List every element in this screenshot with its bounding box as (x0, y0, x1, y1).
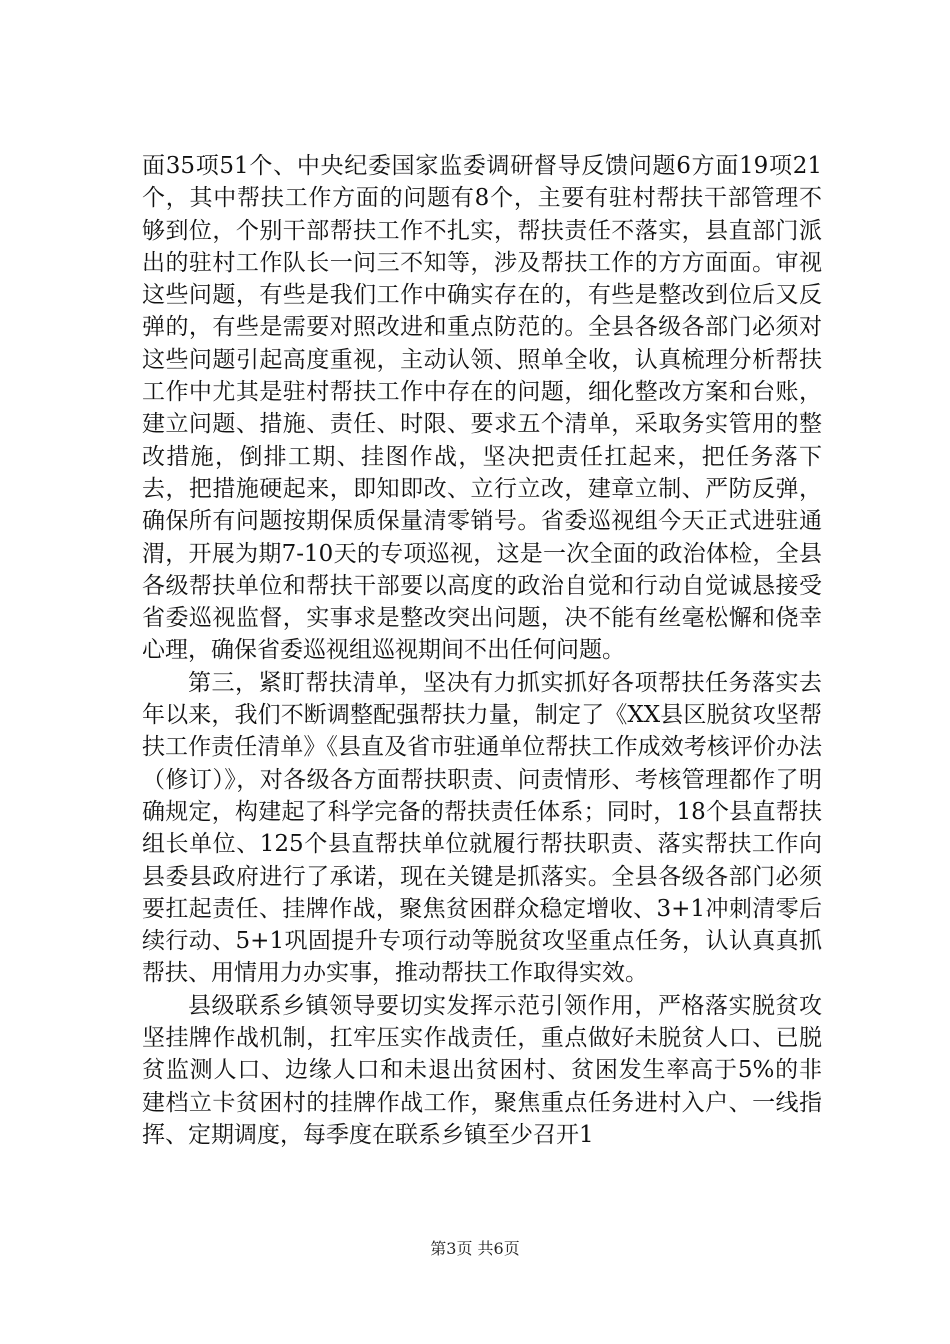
paragraph-3: 县级联系乡镇领导要切实发挥示范引领作用，严格落实脱贫攻坚挂牌作战机制，扛牢压实作战责任，重点做好未脱贫人口、已脱贫监测人口、边缘人口和未退出贫困村、贫困发生率高于5%的非建档立卡贫困村的挂牌作战工作，聚焦重点任务进村入户、一线指挥、定期调度，每季度在联系乡镇至少召开1 (142, 992, 822, 1148)
document-body (142, 150, 822, 1151)
paragraph-2: 第三，紧盯帮扶清单，坚决有力抓实抓好各项帮扶任务落实去年以来，我们不断调整配强帮扶力量，制定了《XX县区脱贫攻坚帮扶工作责任清单》《县直及省市驻通单位帮扶工作成效考核评价办法（修订）》，对各级各方面帮扶职责、问责情形、考核管理都作了明确规定，构建起了科学完备的帮扶责任体系；同时，18个县直帮扶组长单位、125个县直帮扶单位就履行帮扶职责、落实帮扶工作向县委县政府进行了承诺，现在关键是抓落实。全县各级各部门必须要扛起责任、挂牌作战，聚焦贫困群众稳定增收、3+1冲刺清零后续行动、5+1巩固提升专项行动等脱贫攻坚重点任务，认认真真抓帮扶、用情用力办实事，推动帮扶工作取得实效。 (142, 669, 822, 987)
page-number: 第3页 共6页 (430, 1239, 520, 1258)
page-footer (0, 1236, 950, 1259)
paragraph-1: 面35项51个、中央纪委国家监委调研督导反馈问题6方面19项21个，其中帮扶工作方面的问题有8个，主要有驻村帮扶干部管理不够到位，个别干部帮扶工作不扎实，帮扶责任不落实，县直部门派出的驻村工作队长一问三不知等，涉及帮扶工作的方方面面。审视这些问题，有些是我们工作中确实存在的，有些是整改到位后又反弹的，有些是需要对照改进和重点防范的。全县各级各部门必须对这些问题引起高度重视，主动认领、照单全收，认真梳理分析帮扶工作中尤其是驻村帮扶工作中存在的问题，细化整改方案和台账，建立问题、措施、责任、时限、要求五个清单，采取务实管用的整改措施，倒排工期、挂图作战，坚决把责任扛起来，把任务落下去，把措施硬起来，即知即改、立行立改，建章立制、严防反弹，确保所有问题按期保质保量清零销号。省委巡视组今天正式进驻通渭，开展为期7-10天的专项巡视，这是一次全面的政治体检，全县各级帮扶单位和帮扶干部要以高度的政治自觉和行动自觉诚恳接受省委巡视监督，实事求是整改突出问题，决不能有丝毫松懈和侥幸心理，确保省委巡视组巡视期间不出任何问题。 (142, 153, 822, 664)
